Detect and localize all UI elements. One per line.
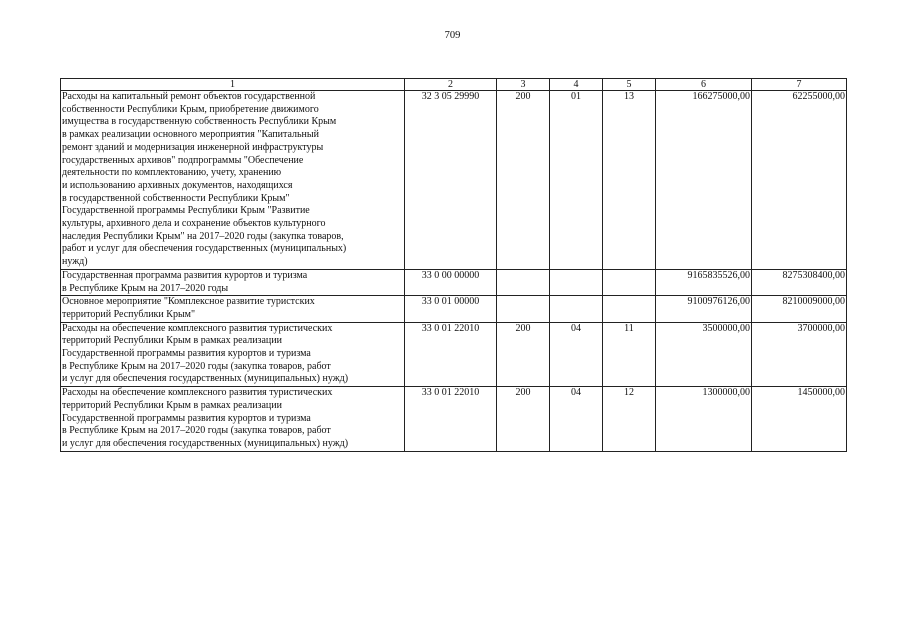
column-header: 5 (603, 79, 656, 91)
header-row (61, 79, 847, 91)
page-number: 709 (444, 30, 461, 41)
row-col5: 11 (603, 322, 656, 387)
row-description: Расходы на обеспечение комплексного развития туристических территорий Республики Крым в рамках реализации Государственной программы развития курортов и туризма в Республике Крым на 2017–2020 годы (закупка товаров, работ и услуг для обеспечения государственных (муниципальных) нужд) (61, 387, 405, 452)
row-code: 33 0 00 00000 (405, 269, 497, 295)
row-col3 (497, 269, 550, 295)
row-amount-7: 1450000,00 (752, 387, 847, 452)
row-col5: 12 (603, 387, 656, 452)
column-header: 4 (550, 79, 603, 91)
row-amount-7: 62255000,00 (752, 91, 847, 270)
column-header: 1 (61, 79, 405, 91)
row-col3: 200 (497, 91, 550, 270)
column-header: 6 (656, 79, 752, 91)
row-col5 (603, 269, 656, 295)
row-amount-6: 3500000,00 (656, 322, 752, 387)
row-code: 33 0 01 22010 (405, 387, 497, 452)
table-row (61, 387, 847, 452)
table-row (61, 296, 847, 322)
row-code: 32 3 05 29990 (405, 91, 497, 270)
row-col4 (550, 269, 603, 295)
budget-table (60, 78, 847, 452)
row-description: Расходы на обеспечение комплексного развития туристических территорий Республики Крым в рамках реализации Государственной программы развития курортов и туризма в Республике Крым на 2017–2020 годы (закупка товаров, работ и услуг для обеспечения государственных (муниципальных) нужд) (61, 322, 405, 387)
row-col4: 01 (550, 91, 603, 270)
row-amount-6: 1300000,00 (656, 387, 752, 452)
row-col4 (550, 296, 603, 322)
row-amount-7: 3700000,00 (752, 322, 847, 387)
row-col4: 04 (550, 322, 603, 387)
row-description: Основное мероприятие "Комплексное развитие туристских территорий Республики Крым" (61, 296, 405, 322)
row-amount-6: 166275000,00 (656, 91, 752, 270)
row-amount-7: 8275308400,00 (752, 269, 847, 295)
table-row (61, 91, 847, 270)
row-code: 33 0 01 22010 (405, 322, 497, 387)
row-description: Государственная программа развития курортов и туризма в Республике Крым на 2017–2020 годы (61, 269, 405, 295)
column-header: 7 (752, 79, 847, 91)
column-header: 3 (497, 79, 550, 91)
row-col3: 200 (497, 387, 550, 452)
row-col3: 200 (497, 322, 550, 387)
row-amount-6: 9100976126,00 (656, 296, 752, 322)
row-code: 33 0 01 00000 (405, 296, 497, 322)
row-amount-6: 9165835526,00 (656, 269, 752, 295)
row-col5 (603, 296, 656, 322)
row-description: Расходы на капитальный ремонт объектов государственной собственности Республики Крым, приобретение движимого имущества в государственную собственность Республики Крым в рамках реализации основного мероприятия "Капитальный ремонт зданий и модернизация инженерной инфраструктуры государственных архивов" подпрограммы "Обеспечение деятельности по комплектованию, учету, хранению и использованию архивных документов, находящихся в государственной собственности Республики Крым" Государственной программы Республики Крым "Развитие культуры, архивного дела и сохранение объектов культурного наследия Республики Крым" на 2017–2020 годы (закупка товаров, работ и услуг для обеспечения государственных (муниципальных) нужд) (61, 91, 405, 270)
row-col4: 04 (550, 387, 603, 452)
table-row (61, 269, 847, 295)
row-col3 (497, 296, 550, 322)
row-amount-7: 8210009000,00 (752, 296, 847, 322)
column-header: 2 (405, 79, 497, 91)
table-row (61, 322, 847, 387)
row-col5: 13 (603, 91, 656, 270)
